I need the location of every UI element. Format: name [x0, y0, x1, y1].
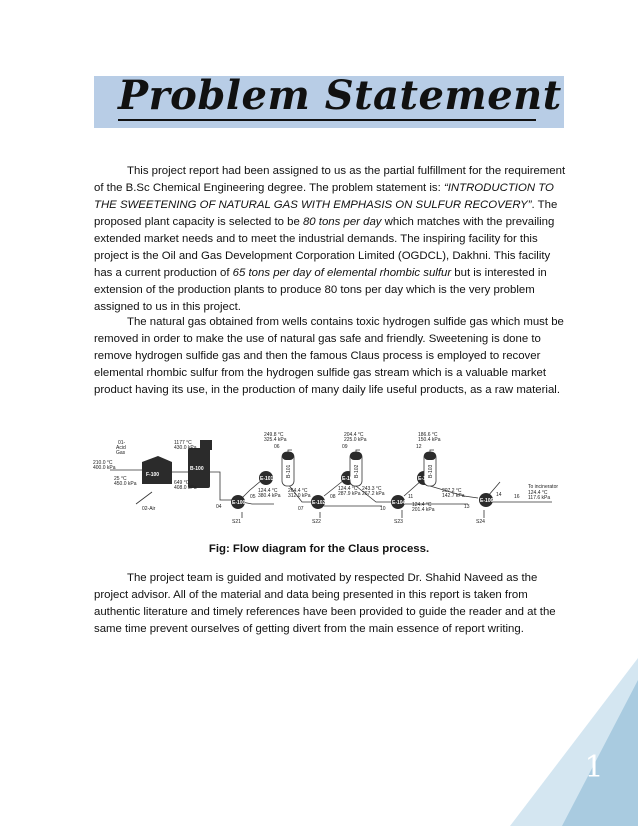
- paragraph-3: [94, 570, 570, 638]
- label-acid-gas: 01-Acid Gas: [116, 440, 126, 456]
- label-s16: 16: [514, 494, 520, 500]
- label-s06: 06: [274, 444, 280, 450]
- label-cond-5: 124.4 °C 201.4 kPa: [412, 502, 435, 513]
- figure-caption: Fig: Flow diagram for the Claus process.: [208, 543, 430, 555]
- label-e103: E-103: [342, 476, 356, 482]
- label-s10: 10: [380, 506, 386, 512]
- para1-text-4: but is interested in extension of the production plants to produce 80 tons per day which is the very problem assigned to us in this project.: [94, 267, 547, 313]
- label-b103: B-103: [428, 464, 434, 478]
- label-boiler-out: 1177 °C 430.0 kPa: [174, 440, 197, 451]
- claus-flow-diagram: [92, 432, 568, 524]
- label-e101: E-101: [260, 476, 274, 482]
- label-s14: 14: [496, 492, 502, 498]
- label-feed: 210.0 °C 400.0 kPa: [93, 460, 116, 471]
- label-boiler-out-2: 649 °C 408.0 kPa: [174, 480, 197, 491]
- label-b101: B-101: [286, 464, 292, 478]
- para3-text: The project team is guided and motivated by respected Dr. Shahid Naveed as the project advisor. All of the material and data being presented in this report is taken from authentic literature and timely references have been provided to guide the reader and at the same time prevent ourselves of getting divert from the main essence of report writing.: [94, 572, 556, 635]
- title-underline: [118, 119, 536, 121]
- corner-decoration: [510, 658, 638, 826]
- label-s23: S23: [394, 519, 403, 524]
- para1-text-1: This project report had been assigned to us as the partial fulfillment for the requirement of the B.Sc Chemical Engineering degree. The problem statement is:: [94, 165, 566, 194]
- label-top-2: 204.4 °C 225.0 kPa: [344, 432, 367, 443]
- paragraph-1: [94, 163, 570, 316]
- label-top-3: 186.6 °C 150.4 kPa: [418, 432, 441, 443]
- label-cond-7: 124.4 °C 117.6 kPa: [528, 490, 551, 501]
- para1-project-title: “INTRODUCTION TO THE SWEETENING OF NATURAL GAS WITH EMPHASIS ON SULFUR RECOVERY”: [94, 182, 554, 211]
- label-e106: E-106: [480, 498, 494, 504]
- label-s22: S22: [312, 519, 321, 524]
- page-title: Problem Statement: [118, 72, 562, 119]
- label-boiler: B-100: [190, 466, 204, 472]
- label-air: 02-Air: [142, 506, 156, 512]
- label-cond-6: 207.2 °C 142.7 kPa: [442, 488, 465, 499]
- label-e105: E-105: [418, 476, 432, 482]
- label-air-cond: 25 °C 450.0 kPa: [114, 476, 137, 487]
- label-s24: S24: [476, 519, 485, 524]
- label-s21: S21: [232, 519, 241, 524]
- para1-text-2: . The proposed plant capacity is selected to be: [94, 199, 558, 228]
- label-e104: E-104: [392, 500, 406, 506]
- label-s04: 04: [216, 504, 222, 510]
- label-cond-1: 124.4 °C 380.4 kPa: [258, 488, 281, 499]
- label-s13: 13: [464, 504, 470, 510]
- label-cond-2: 264.4 °C 312.0 kPa: [288, 488, 311, 499]
- label-s08: 08: [330, 494, 336, 500]
- label-s09: 09: [342, 444, 348, 450]
- label-furnace: F-100: [146, 472, 160, 478]
- label-b102: B-102: [354, 464, 360, 478]
- label-e102: E-102: [312, 500, 326, 506]
- label-top-1: 249.8 °C 325.4 kPa: [264, 432, 287, 443]
- label-cond-3: 124.4 °C 287.9 kPa: [338, 486, 361, 497]
- label-incinerator: To incinerator: [528, 484, 559, 490]
- label-cond-4: 243.3 °C 267.2 kPa: [362, 486, 385, 497]
- para1-text-3: which matches with the prevailing extended market needs and to meet the industrial demands. The inspiring facility for this project is the Oil and Gas Development Corporation Limited (OGDCL), Dakhni. This facility has a current production of: [94, 216, 555, 279]
- paragraph-2: [94, 314, 570, 399]
- label-s07: 07: [298, 506, 304, 512]
- page-number: 1: [584, 750, 604, 785]
- label-e100: E-100: [232, 500, 246, 506]
- furnace-shape: [142, 456, 172, 484]
- para2-text: The natural gas obtained from wells contains toxic hydrogen sulfide gas which must be removed in order to make the use of natural gas safe and friendly. Sweetening is done to remove hydrogen sulfide gas and then the famous Claus process is employed to recover elemental rhombic sulfur from the hydrogen sulfide gas stream which is a valuable market product having its use, in the production of many daily life useful products, as a raw material.: [94, 316, 564, 396]
- para1-current-production: 65 tons per day of elemental rhombic sulfur: [232, 267, 452, 279]
- para1-capacity: 80 tons per day: [302, 216, 382, 228]
- label-s05: 05: [250, 494, 256, 500]
- label-s12: 12: [416, 444, 422, 450]
- label-s11: 11: [408, 494, 414, 500]
